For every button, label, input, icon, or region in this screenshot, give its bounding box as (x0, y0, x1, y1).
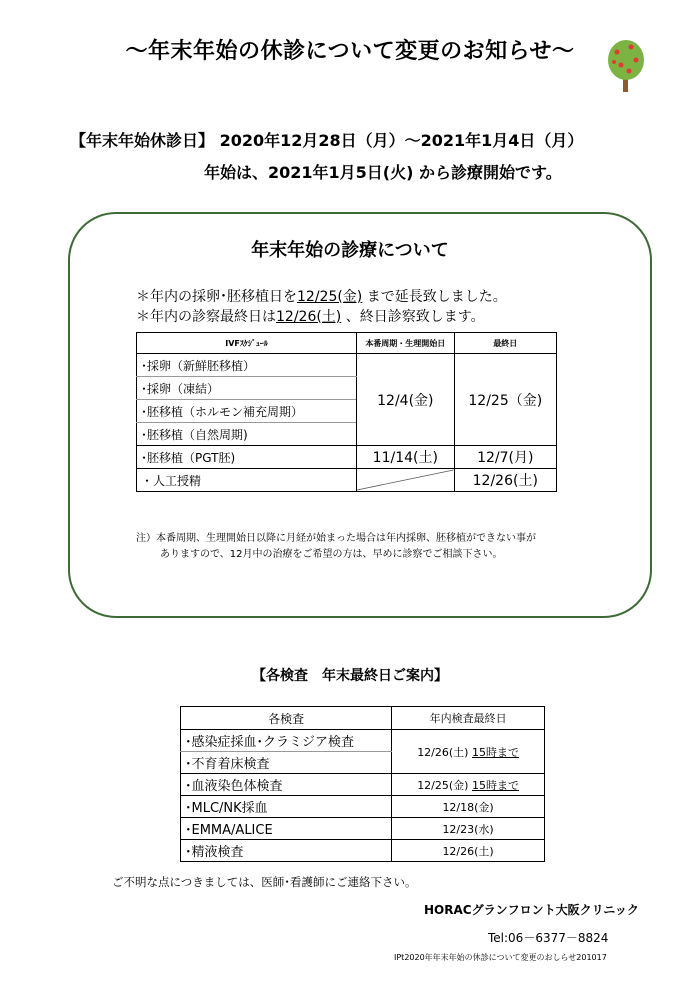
last-day-cell: 12/23(水) (392, 818, 545, 840)
end-date-cell: 12/25（金) (454, 354, 556, 446)
last-day-cell: 12/26(土) 15時まで (392, 730, 545, 774)
table-row: ･不育着床検査 (181, 752, 392, 774)
table-row: ･EMMA/ALICE (181, 818, 392, 840)
table-row: ･胚移植（PGT胚) (137, 446, 357, 469)
tests-heading: 【各検査 年末最終日ご案内】 (252, 668, 448, 684)
table-header: 各検査 (181, 707, 392, 730)
end-date-cell: 12/26(土) (454, 469, 556, 492)
last-day-cell: 12/26(土) (392, 840, 545, 862)
start-date-cell: 12/4(金) (357, 354, 454, 446)
last-day-note: ＊年内の診察最終日は12/26(土) 、終日診察致します。 (136, 309, 485, 325)
holiday-period: 【年末年始休診日】 2020年12月28日（月）～2021年1月4日（月） (70, 131, 584, 150)
panel-title: 年末年始の診療について (251, 240, 449, 261)
contact-note: ご不明な点につきましては、医師･看護師にご連絡下さい。 (112, 875, 417, 889)
table-row: ･採卵（凍結） (137, 377, 357, 400)
table-row: ･血液染色体検査 (181, 774, 392, 796)
apple-tree-icon (604, 38, 648, 94)
table-header: 本番周期・生理開始日 (357, 333, 454, 354)
table-header: 最終日 (454, 333, 556, 354)
ivf-schedule-table (136, 332, 557, 492)
document-id: IPt2020年年末年始の休診について変更のおしらせ201017 (394, 953, 607, 962)
start-date-cell: 11/14(土) (357, 446, 454, 469)
table-row: ･胚移植（ホルモン補充周期） (137, 400, 357, 423)
last-day-cell: 12/25(金) 15時まで (392, 774, 545, 796)
table-row: ･採卵（新鮮胚移植） (137, 354, 357, 377)
tests-table (180, 706, 545, 862)
not-applicable-cell (357, 469, 454, 492)
table-row: ･感染症採血･クラミジア検査 (181, 730, 392, 752)
phone-number: Tel:06－6377－8824 (488, 931, 609, 945)
remark-note: 注）本番周期、生理開始日以降に月経が始まった場合は年内採卵、胚移植ができない事が ありますので、12月中の治療をご希望の方は、早めに診察でご相談下さい。 (136, 533, 536, 560)
last-day-cell: 12/18(金) (392, 796, 545, 818)
clinic-name: HORACグランフロント大阪クリニック (424, 903, 639, 917)
table-row: ･胚移植（自然周期) (137, 423, 357, 446)
table-header: 年内検査最終日 (392, 707, 545, 730)
end-date-cell: 12/7(月) (454, 446, 556, 469)
extension-note: ＊年内の採卵･胚移植日を12/25(金) まで延長致しました。 (136, 289, 507, 305)
table-row: ･精液検査 (181, 840, 392, 862)
table-header: IVFｽｹｼﾞｭｰﾙ (137, 333, 357, 354)
page-title: ～年末年始の休診について変更のお知らせ～ (125, 39, 575, 64)
table-row: ･MLC/NK採血 (181, 796, 392, 818)
table-row: ・人工授精 (137, 469, 357, 492)
reopening-date: 年始は、2021年1月5日(火) から診療開始です。 (204, 163, 562, 182)
